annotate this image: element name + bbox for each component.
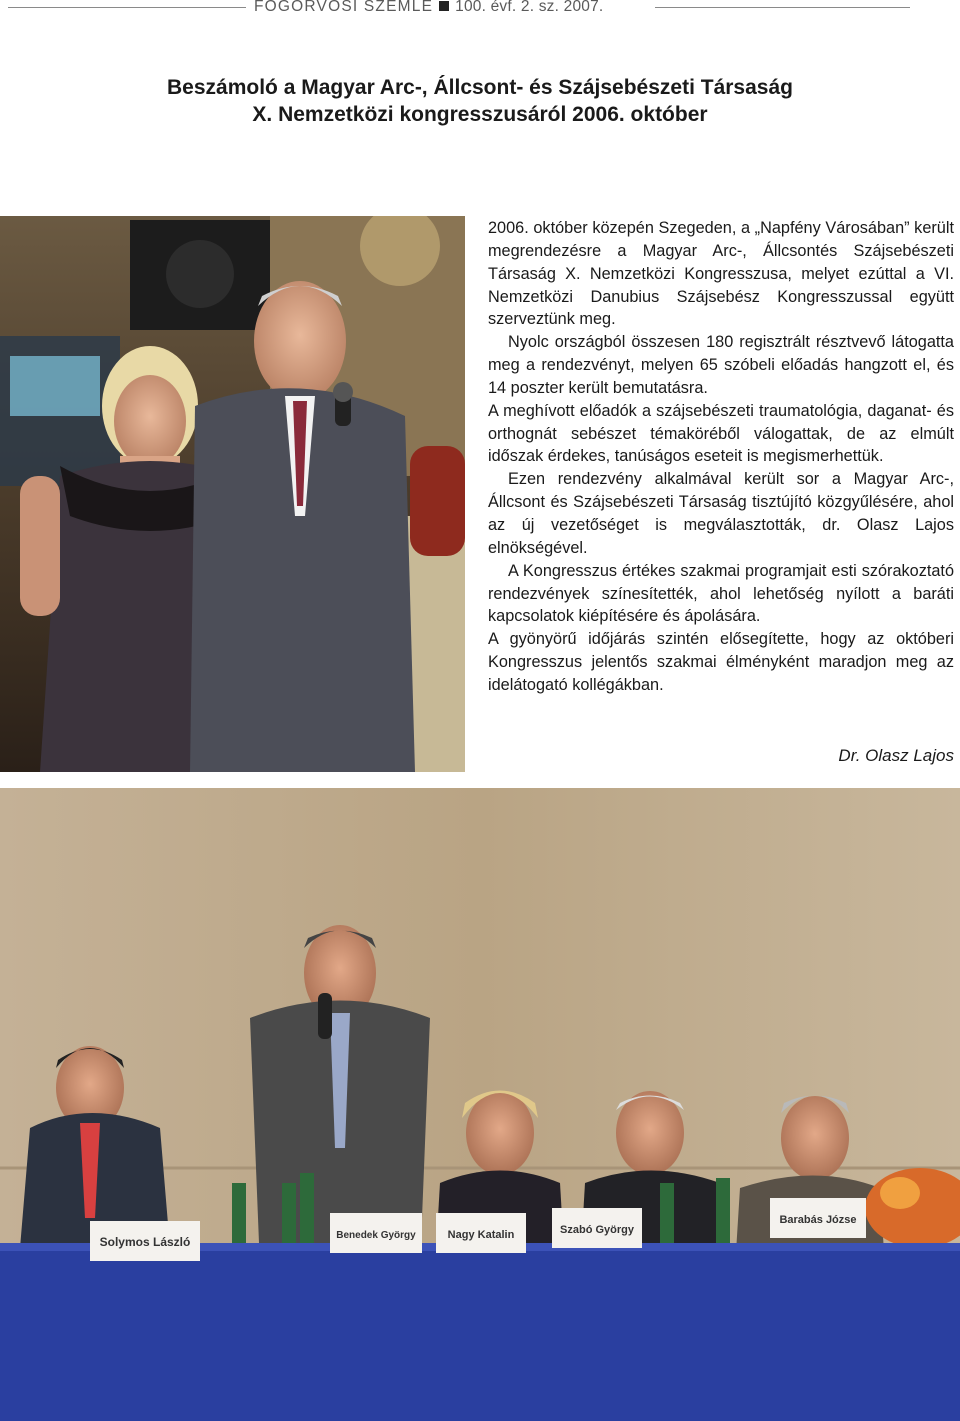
paragraph: A gyönyörű időjárás szintén elősegítette, hogy az októberi Kongresszus jelentős szakmai élményként maradjon meg az idelátogató kollégákban. <box>488 630 954 694</box>
paragraph: Ezen rendezvény alkalmával került sor a Magyar Arc-, Állcsont és Szájsebészeti Társaság tisztújító közgyűlésére, ahol az új vezetőséget is megválasztották, dr. Olasz Lajos elnökségével. <box>488 470 954 557</box>
photo-couple-speech <box>0 216 465 772</box>
nameplate <box>90 1221 200 1261</box>
nameplate <box>770 1198 866 1238</box>
nameplate <box>552 1208 642 1248</box>
svg-text:Szabó György: Szabó György <box>560 1224 634 1236</box>
paragraph: A Kongresszus értékes szakmai programjait esti szórakoztató rendezvények színesítették, ahol lehetőség nyílott a baráti kapcsolatok kiépítésére és ápolására. <box>488 561 954 626</box>
header-rule-left <box>8 7 246 8</box>
article-body <box>488 217 954 697</box>
article-title <box>0 74 960 128</box>
svg-text:Benedek György: Benedek György <box>336 1230 416 1241</box>
svg-text:Nagy Katalin: Nagy Katalin <box>447 1229 515 1241</box>
issue-info: 100. évf. 2. sz. 2007. <box>455 0 604 15</box>
author-signature: Dr. Olasz Lajos <box>838 746 954 765</box>
paragraph: A meghívott előadók a szájsebészeti traumatológia, daganat- és orthognát sebészet témaköréből válogattak, de az elmúlt időszak érdekes, tanúságos eseteit is megismerhettük. <box>488 401 954 466</box>
paragraph: Nyolc országból összesen 180 regisztrált résztvevő látogatta meg a rendezvényt, melyen 65 szóbeli előadás hangzott el, és 14 poszter került bemutatásra. <box>488 333 954 397</box>
svg-text:Barabás Józse: Barabás Józse <box>779 1214 857 1226</box>
header-rule-right <box>655 7 910 8</box>
svg-text:Solymos László: Solymos László <box>99 1235 191 1249</box>
header-text <box>254 0 654 16</box>
running-header <box>0 0 960 16</box>
bullet-square-icon <box>439 1 449 11</box>
journal-name: FOGORVOSI SZEMLE <box>254 0 434 15</box>
paragraph: 2006. október közepén Szegeden, a „Napfény Városában” került megrendezésre a Magyar Arc-, Állcsontés Szájsebészeti Társaság X. Nemzetközi Kongresszusa, melyet ezúttal a VI. Nemzetközi Danubius Szájsebész Kongresszussal együtt szerveztünk meg. <box>488 219 954 329</box>
nameplate <box>436 1213 526 1253</box>
photo-panel-table <box>0 788 960 1421</box>
title-line-2: X. Nemzetközi kongresszusáról 2006. október <box>252 103 708 126</box>
nameplate <box>330 1213 422 1253</box>
title-line-1: Beszámoló a Magyar Arc-, Állcsont- és Szájsebészeti Társaság <box>167 76 793 99</box>
